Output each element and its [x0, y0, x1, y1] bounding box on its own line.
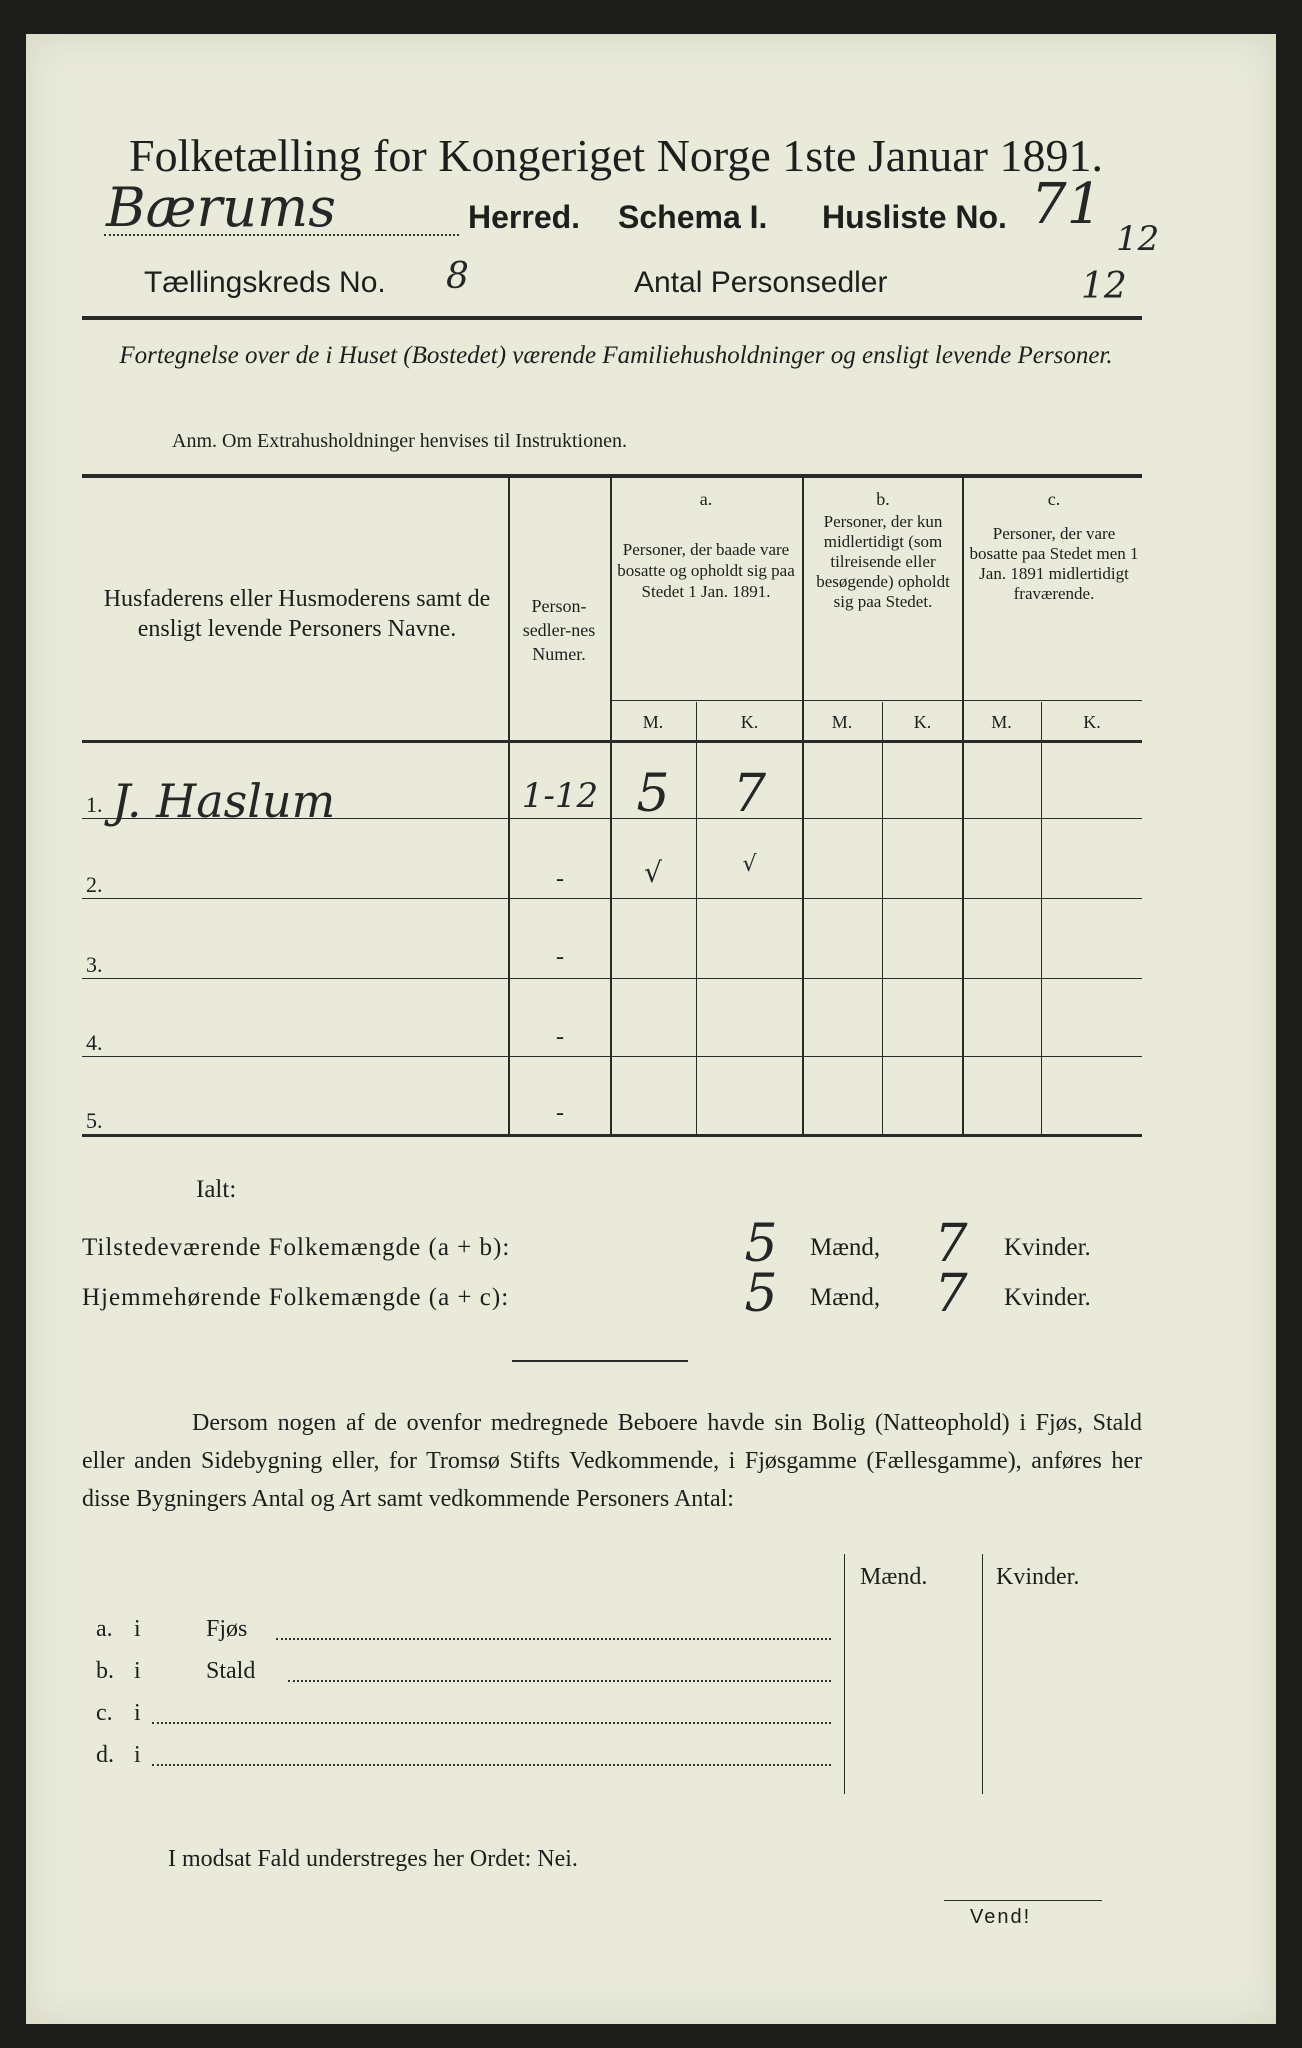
building-d-prep: i: [134, 1742, 141, 1768]
table-bottom-rule: [82, 1134, 1142, 1137]
col-c-m-label: M.: [991, 712, 1012, 732]
annotation-note: Anm. Om Extrahusholdninger henvises til Instruktionen.: [172, 430, 627, 452]
row-1-number: 1.: [86, 792, 103, 817]
subcol-b: [882, 702, 883, 1134]
building-b-label: Stald: [206, 1658, 256, 1684]
hjemmehorende-label: Hjemmehørende Folkemængde (a + c):: [82, 1284, 510, 1311]
row-5-personsedler: -: [556, 1100, 564, 1126]
building-a-letter: a.: [96, 1616, 113, 1642]
col-a-text: Personer, der baade vare bosatte og opholdt sig paa Stedet 1 Jan. 1891.: [617, 540, 795, 601]
row-2-personsedler: -: [556, 866, 564, 892]
schema-label: Schema I.: [618, 199, 768, 235]
buildings-col-divider-2: [982, 1554, 983, 1794]
kreds-number: 8: [446, 256, 469, 297]
row-1-name: J. Haslum: [112, 774, 336, 828]
tilstedevaerende-label: Tilstedeværende Folkemængde (a + b):: [82, 1234, 511, 1261]
row-line-3: [82, 978, 1142, 979]
census-form-page: [26, 34, 1276, 2024]
building-d-letter: d.: [96, 1742, 114, 1768]
col-divider-b: [962, 478, 964, 1134]
mk-header-rule: [610, 700, 1142, 701]
kreds-label: Tællingskreds No.: [144, 266, 386, 299]
ialt-label: Ialt:: [196, 1176, 237, 1203]
row-2-a-k: √: [742, 852, 757, 877]
form-subtitle: Fortegnelse over de i Huset (Bostedet) værende Familiehusholdninger og ensligt levende Personer.: [119, 342, 1113, 369]
antal-value: 12: [1081, 266, 1127, 307]
tilstedevaerende-kvinder-label: Kvinder.: [1004, 1234, 1091, 1261]
section-divider: [512, 1360, 688, 1362]
col-divider-a: [802, 478, 804, 1134]
subcol-c: [1041, 702, 1042, 1134]
vend-rule: [944, 1900, 1102, 1901]
table-header-rule: [82, 740, 1142, 743]
col-name-header: Husfaderens eller Husmoderens samt de ensligt levende Personers Navne.: [103, 586, 491, 642]
herred-dotted-line: [104, 234, 459, 236]
row-2-number: 2.: [86, 872, 103, 897]
building-a-label: Fjøs: [206, 1616, 248, 1642]
row-5-number: 5.: [86, 1108, 103, 1133]
buildings-kvinder-header: Kvinder.: [996, 1564, 1080, 1590]
tilstedevaerende-kvinder-value: 7: [934, 1214, 968, 1274]
col-num-header: Person-sedler-nes Numer.: [522, 596, 596, 664]
row-line-4: [82, 1056, 1142, 1057]
building-b-prep: i: [134, 1658, 141, 1684]
row-1-a-m: 5: [636, 764, 670, 824]
col-b-text: Personer, der kun midlertidigt (som tilreisende eller besøgende) opholdt sig paa Stedet.: [816, 512, 950, 611]
buildings-col-divider-1: [844, 1554, 845, 1794]
building-d-dots: [152, 1764, 831, 1766]
buildings-paragraph: Dersom nogen af de ovenfor medregnede Beboere havde sin Bolig (Natteophold) i Fjøs, Stald eller anden Sidebygning eller, for Tromsø Stifts Vedkommende, i Fjøsgamme (Fællesgamme), anføres her disse Bygningers Antal og Art samt vedkommende Personers Antal:: [82, 1410, 1142, 1512]
row-2-a-m: √: [644, 856, 662, 889]
table-top-rule: [82, 474, 1142, 478]
tilstedevaerende-maend-label: Mænd,: [810, 1234, 881, 1261]
hjemmehorende-kvinder-label: Kvinder.: [1004, 1284, 1091, 1311]
row-3-number: 3.: [86, 952, 103, 977]
building-c-dots: [152, 1722, 831, 1724]
row-1-personsedler: 1-12: [521, 776, 599, 816]
building-c-prep: i: [134, 1700, 141, 1726]
row-4-number: 4.: [86, 1030, 103, 1055]
col-a-m-label: M.: [642, 712, 664, 732]
hjemmehorende-kvinder-value: 7: [934, 1264, 968, 1324]
tilstedevaerende-maend-value: 5: [744, 1214, 778, 1274]
col-divider-name: [508, 478, 510, 1134]
building-b-dots: [288, 1680, 831, 1682]
col-b-letter: b.: [876, 489, 890, 509]
form-title: Folketælling for Kongeriget Norge 1ste Januar 1891.: [129, 130, 1103, 181]
husliste-label: Husliste No.: [822, 199, 1007, 235]
col-b-k-label: K.: [913, 712, 932, 732]
husliste-number: 71: [1031, 172, 1103, 237]
antal-label: Antal Personsedler: [634, 266, 888, 299]
col-c-k-label: K.: [1083, 712, 1101, 732]
building-a-prep: i: [134, 1616, 141, 1642]
row-4-personsedler: -: [556, 1024, 564, 1050]
nei-note: I modsat Fald understreges her Ordet: Nei.: [168, 1846, 578, 1872]
husliste-subnumber: 12: [1116, 219, 1160, 259]
building-c-letter: c.: [96, 1700, 113, 1726]
col-c-text: Personer, der vare bosatte paa Stedet men 1 Jan. 1891 midlertidigt fraværende.: [969, 524, 1139, 603]
row-1-a-k: 7: [732, 764, 767, 824]
col-a-letter: a.: [699, 489, 713, 509]
col-a-k-label: K.: [740, 712, 759, 732]
row-3-personsedler: -: [556, 944, 564, 970]
building-a-dots: [276, 1638, 831, 1640]
hjemmehorende-maend-value: 5: [744, 1264, 778, 1324]
buildings-maend-header: Mænd.: [860, 1564, 928, 1590]
col-b-m-label: M.: [831, 712, 853, 732]
row-line-2: [82, 898, 1142, 899]
herred-name: Bærums: [106, 176, 336, 239]
header-rule: [82, 316, 1142, 320]
hjemmehorende-maend-label: Mænd,: [810, 1284, 881, 1311]
herred-label: Herred.: [468, 199, 581, 235]
vend-label: Vend!: [970, 1906, 1032, 1928]
building-b-letter: b.: [96, 1658, 114, 1684]
col-c-letter: c.: [1047, 489, 1061, 509]
